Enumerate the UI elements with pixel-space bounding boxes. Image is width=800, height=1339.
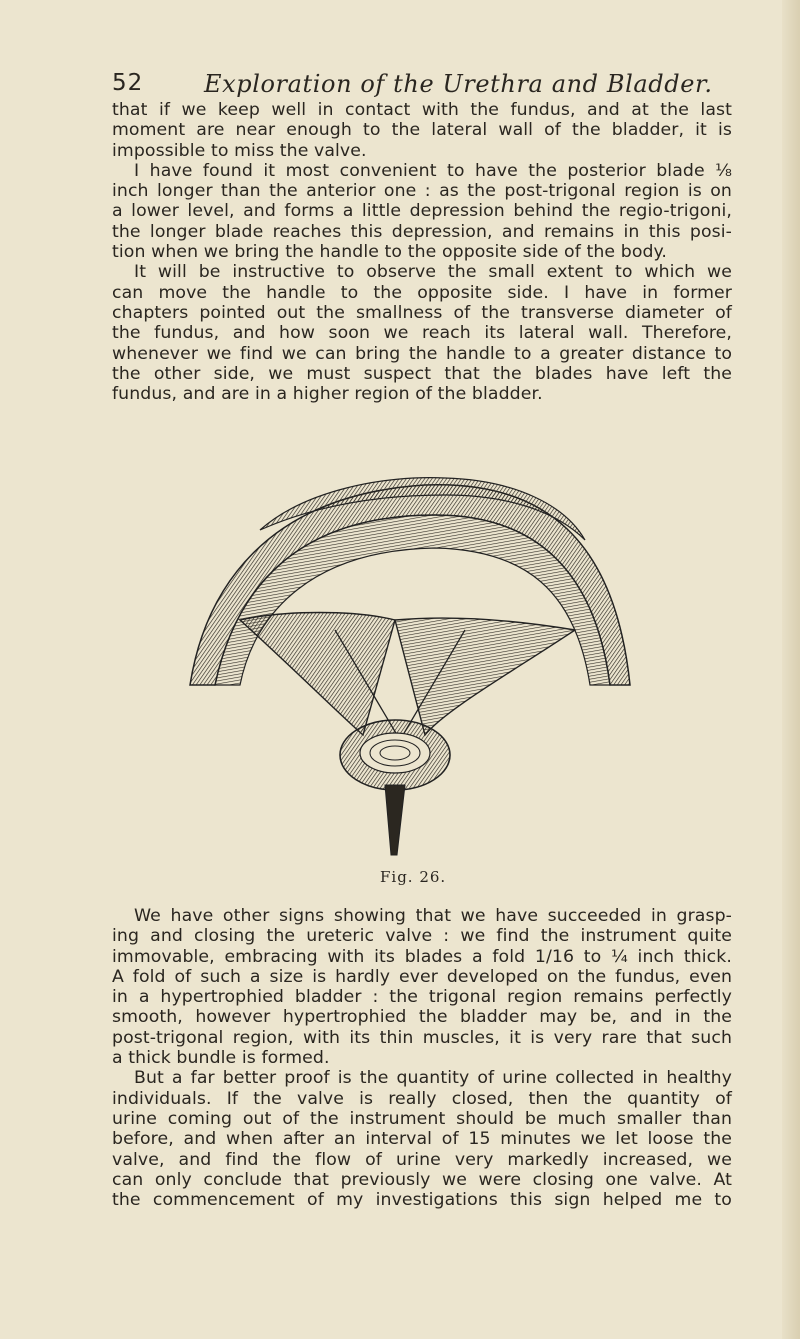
- text-line: can only conclude that previously we were closing one valve. At: [112, 1169, 732, 1190]
- text-line: tion when we bring the handle to the opposite side of the body.: [112, 242, 668, 263]
- text-line: chapters pointed out the smallness of the transverse diameter of: [112, 302, 732, 323]
- figure-caption: Fig. 26.: [380, 868, 447, 886]
- text-line: in a hypertrophied bladder : the trigonal region remains perfectly: [112, 987, 732, 1008]
- text-line: inch longer than the anterior one : as the post-trigonal region is on: [112, 181, 732, 202]
- text-line: the longer blade reaches this depression, and remains in this posi-: [112, 221, 732, 242]
- text-line: the other side, we must suspect that the blades have left the: [112, 363, 732, 384]
- page-header: [112, 70, 732, 104]
- page-edge-shadow: [782, 0, 800, 1339]
- text-line: It will be instructive to observe the small extent to which we: [134, 262, 732, 283]
- text-line: the fundus, and how soon we reach its lateral wall. Therefore,: [112, 323, 732, 344]
- instrument-blade-left: [240, 613, 395, 736]
- text-line: individuals. If the valve is really closed, then the quantity of: [112, 1088, 732, 1109]
- text-line: We have other signs showing that we have succeeded in grasp-: [134, 906, 732, 926]
- text-line: smooth, however hypertrophied the bladder may be, and in the: [112, 1007, 732, 1028]
- text-line: the commencement of my investigations this sign helped me to: [112, 1190, 732, 1211]
- text-line: post-trigonal region, with its thin muscles, it is very rare that such: [112, 1027, 732, 1048]
- running-title: Exploration of the Urethra and Bladder.: [204, 70, 713, 98]
- text-line: before, and when after an interval of 15 minutes we let loose the: [112, 1129, 732, 1150]
- text-line: a lower level, and forms a little depression behind the regio-trigoni,: [112, 201, 732, 222]
- text-line: fundus, and are in a higher region of the bladder.: [112, 384, 543, 405]
- text-line: immovable, embracing with its blades a fold 1/16 to ¼ inch thick.: [112, 946, 732, 967]
- figure-26-illustration: [185, 470, 635, 865]
- text-line: impossible to miss the valve.: [112, 140, 367, 161]
- text-line: moment are near enough to the lateral wall of the bladder, it is: [112, 120, 732, 141]
- body-text-bottom: [112, 906, 732, 1210]
- text-line: whenever we find we can bring the handle to a greater distance to: [112, 343, 732, 364]
- text-line: ing and closing the ureteric valve : we find the instrument quite: [112, 926, 732, 947]
- page-number: 52: [112, 70, 144, 96]
- instrument-shaft: [385, 785, 405, 855]
- text-line: can move the handle to the opposite side. I have in former: [112, 282, 732, 303]
- text-line: But a far better proof is the quantity of urine collected in healthy: [134, 1068, 732, 1089]
- text-line: A fold of such a size is hardly ever developed on the fundus, even: [112, 966, 732, 987]
- text-line: I have found it most convenient to have the posterior blade ⅛: [134, 160, 732, 181]
- body-text-top: [112, 100, 732, 404]
- text-line: that if we keep well in contact with the fundus, and at the last: [112, 100, 732, 120]
- text-line: urine coming out of the instrument should be much smaller than: [112, 1108, 732, 1129]
- text-line: a thick bundle is formed.: [112, 1048, 330, 1069]
- text-line: valve, and find the flow of urine very markedly increased, we: [112, 1149, 732, 1170]
- instrument-blade-right: [395, 618, 575, 735]
